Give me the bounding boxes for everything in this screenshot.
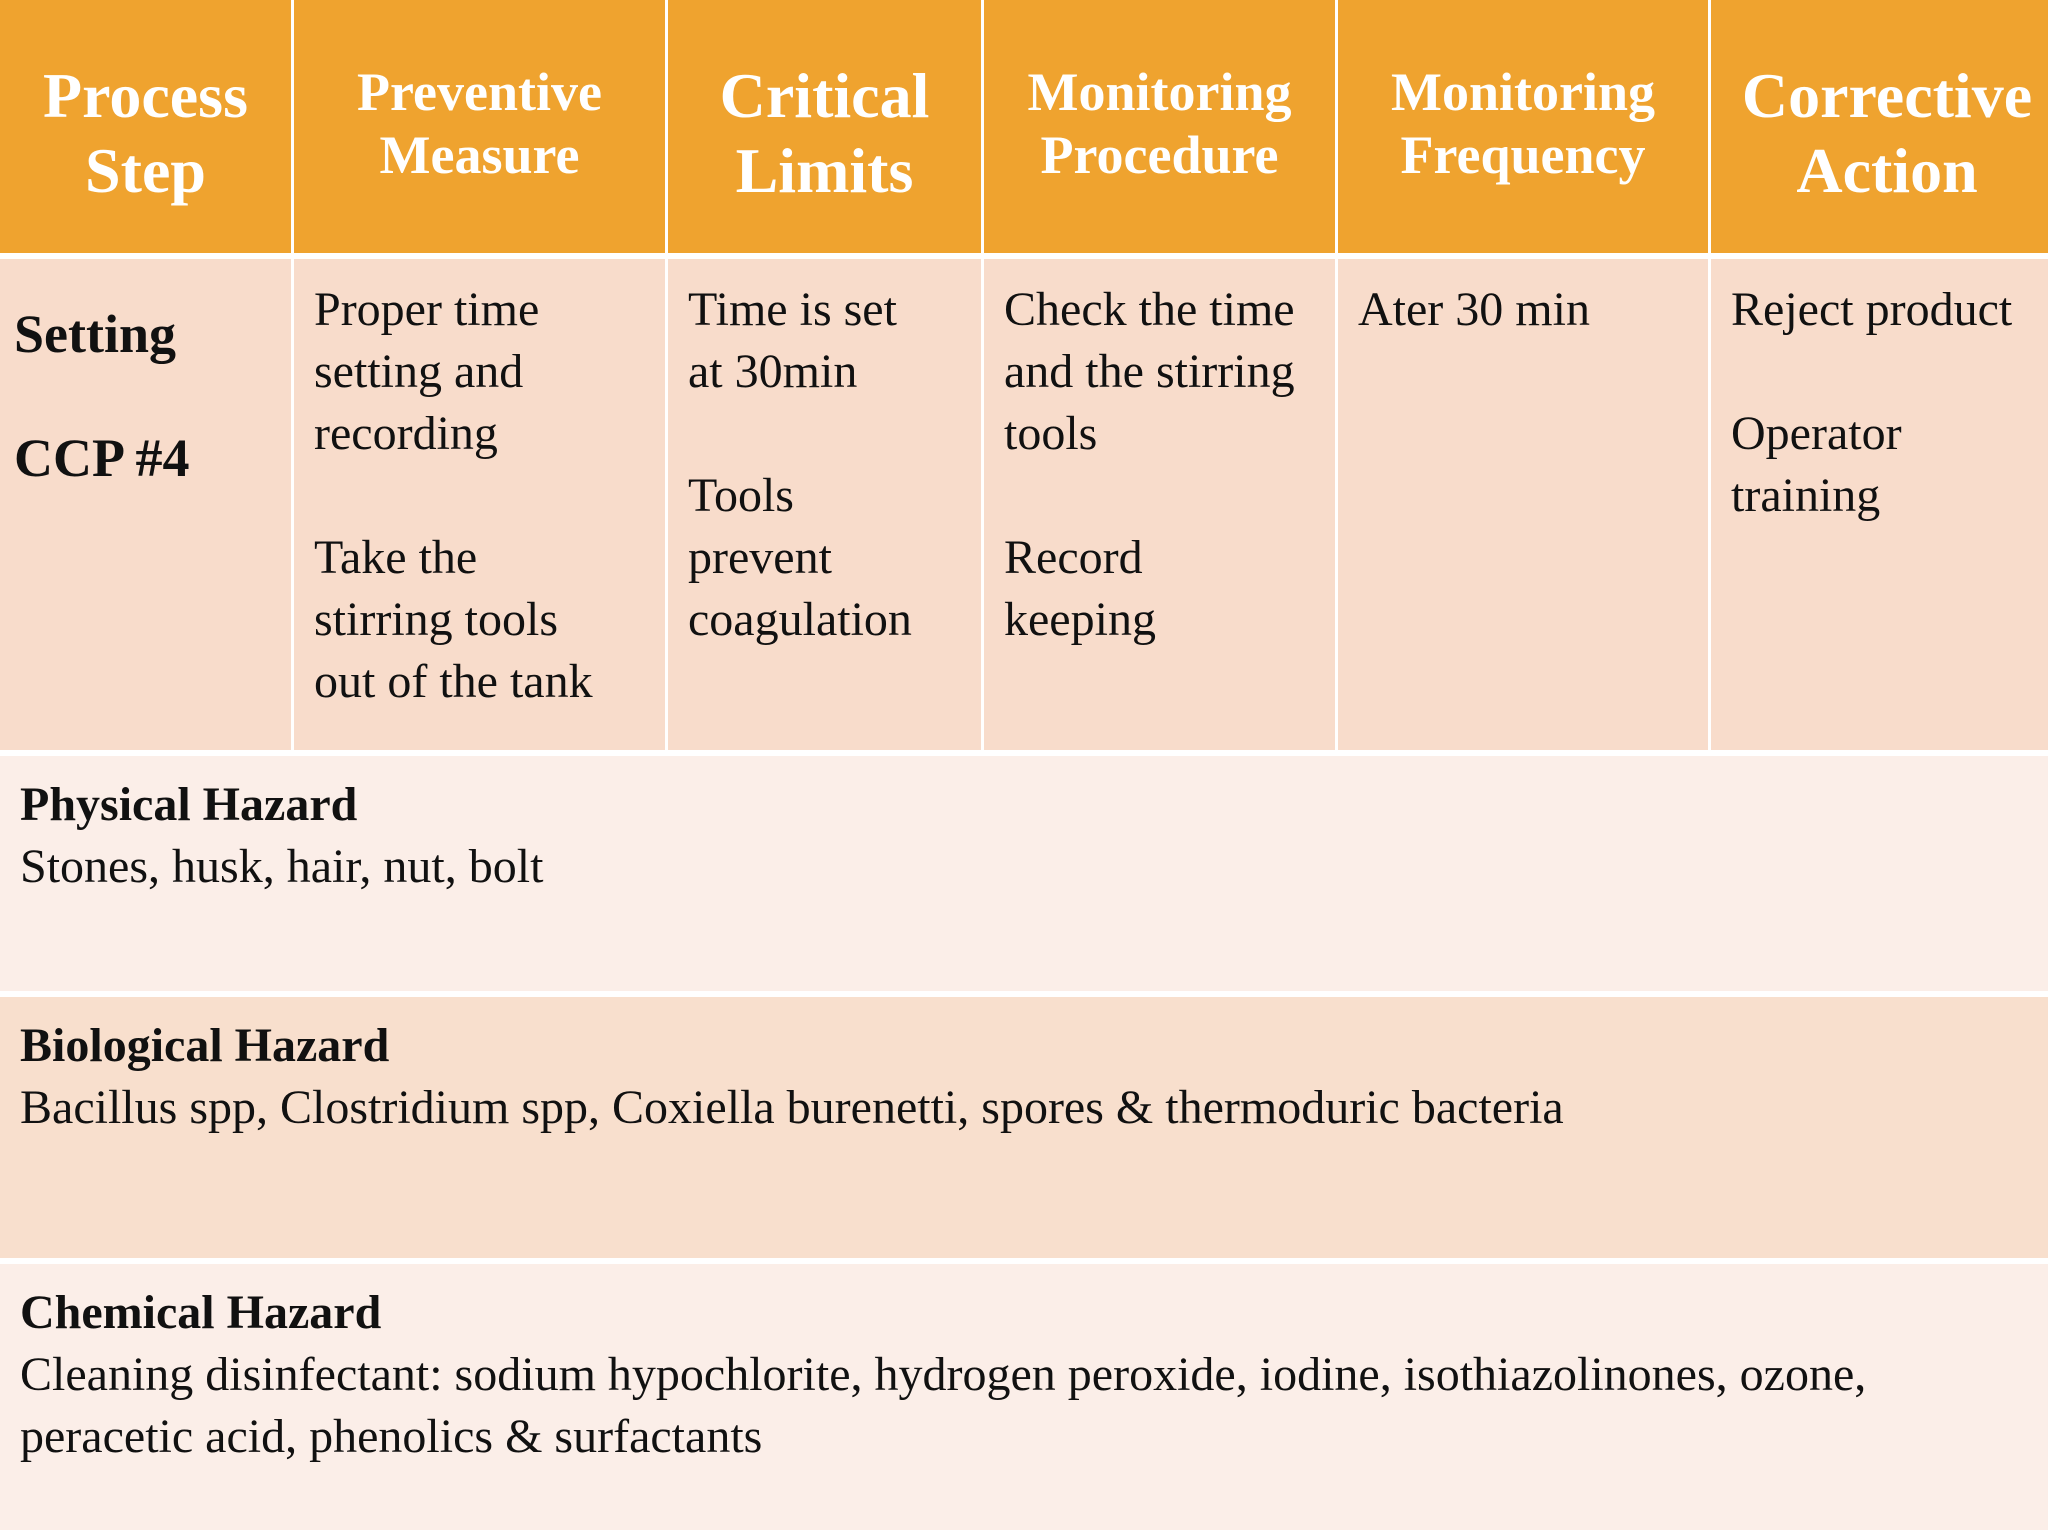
cell-line: keeping: [1004, 593, 1156, 646]
cell-corrective-action: [1711, 259, 2048, 750]
cell-line: setting and: [314, 345, 524, 398]
hazard-text: peracetic acid, phenolics & surfactants: [20, 1410, 763, 1463]
cell-process-step: [0, 259, 291, 750]
header-process-step: [0, 0, 291, 253]
header-line: Process: [43, 60, 248, 132]
cell-line: Proper time: [314, 283, 540, 336]
cell-line: recording: [314, 407, 498, 460]
cell-line: Operator: [1731, 407, 1902, 460]
header-line: Frequency: [1400, 124, 1646, 185]
cell-line: Record: [1004, 531, 1143, 584]
cell-preventive-measure: [294, 259, 665, 750]
cell-line: prevent: [688, 531, 832, 584]
cell-line: and the stirring: [1004, 345, 1295, 398]
line-gap: [14, 365, 291, 427]
header-monitoring-procedure: [984, 0, 1335, 253]
cell-line: Check the time: [1004, 283, 1295, 336]
header-critical-limits: [668, 0, 981, 253]
cell-line: tools: [1004, 407, 1098, 460]
cell-line: at 30min: [688, 345, 858, 398]
process-step-name: Setting: [14, 304, 176, 364]
header-line: Limits: [735, 134, 914, 206]
header-line: Monitoring: [1391, 61, 1655, 122]
cell-line: training: [1731, 469, 1881, 522]
line-gap: [1004, 465, 1317, 527]
header-monitoring-frequency: [1338, 0, 1708, 253]
biological-hazard-row: [0, 997, 2048, 1258]
cell-line: Tools: [688, 469, 794, 522]
header-line: Step: [85, 134, 206, 206]
cell-line: Reject product: [1731, 283, 2013, 336]
cell-monitoring-frequency: [1338, 259, 1708, 750]
header-line: Measure: [379, 124, 580, 185]
hazard-text: Cleaning disinfectant: sodium hypochlorite, hydrogen peroxide, iodine, isothiazolinones, ozone,: [20, 1348, 1867, 1401]
line-gap: [1731, 341, 2045, 403]
cell-monitoring-procedure: [984, 259, 1335, 750]
cell-critical-limits: [668, 259, 981, 750]
ccp-number: CCP #4: [14, 428, 190, 488]
cell-line: Ater 30 min: [1358, 283, 1590, 336]
cell-line: stirring tools: [314, 593, 559, 646]
line-gap: [688, 403, 963, 465]
header-line: Procedure: [1040, 124, 1279, 185]
hazard-title: Physical Hazard: [20, 778, 358, 831]
header-line: Monitoring: [1027, 61, 1292, 122]
physical-hazard-row: [0, 756, 2048, 991]
cell-line: Take the: [314, 531, 478, 584]
header-line: Action: [1796, 134, 1978, 206]
line-gap: [314, 465, 647, 527]
hazard-text: Stones, husk, hair, nut, bolt: [20, 840, 544, 893]
header-corrective-action: [1711, 0, 2048, 253]
hazard-text: Bacillus spp, Clostridium spp, Coxiella burenetti, spores & thermoduric bacteria: [20, 1081, 1564, 1134]
cell-line: out of the tank: [314, 655, 593, 708]
header-line: Critical: [719, 60, 930, 132]
cell-line: Time is set: [688, 283, 897, 336]
header-line: Preventive: [357, 61, 602, 122]
cell-line: coagulation: [688, 593, 912, 646]
header-line: Corrective: [1741, 60, 2033, 132]
header-preventive-measure: [294, 0, 665, 253]
chemical-hazard-row: [0, 1264, 2048, 1530]
hazard-title: Biological Hazard: [20, 1019, 390, 1072]
hazard-title: Chemical Hazard: [20, 1286, 382, 1339]
